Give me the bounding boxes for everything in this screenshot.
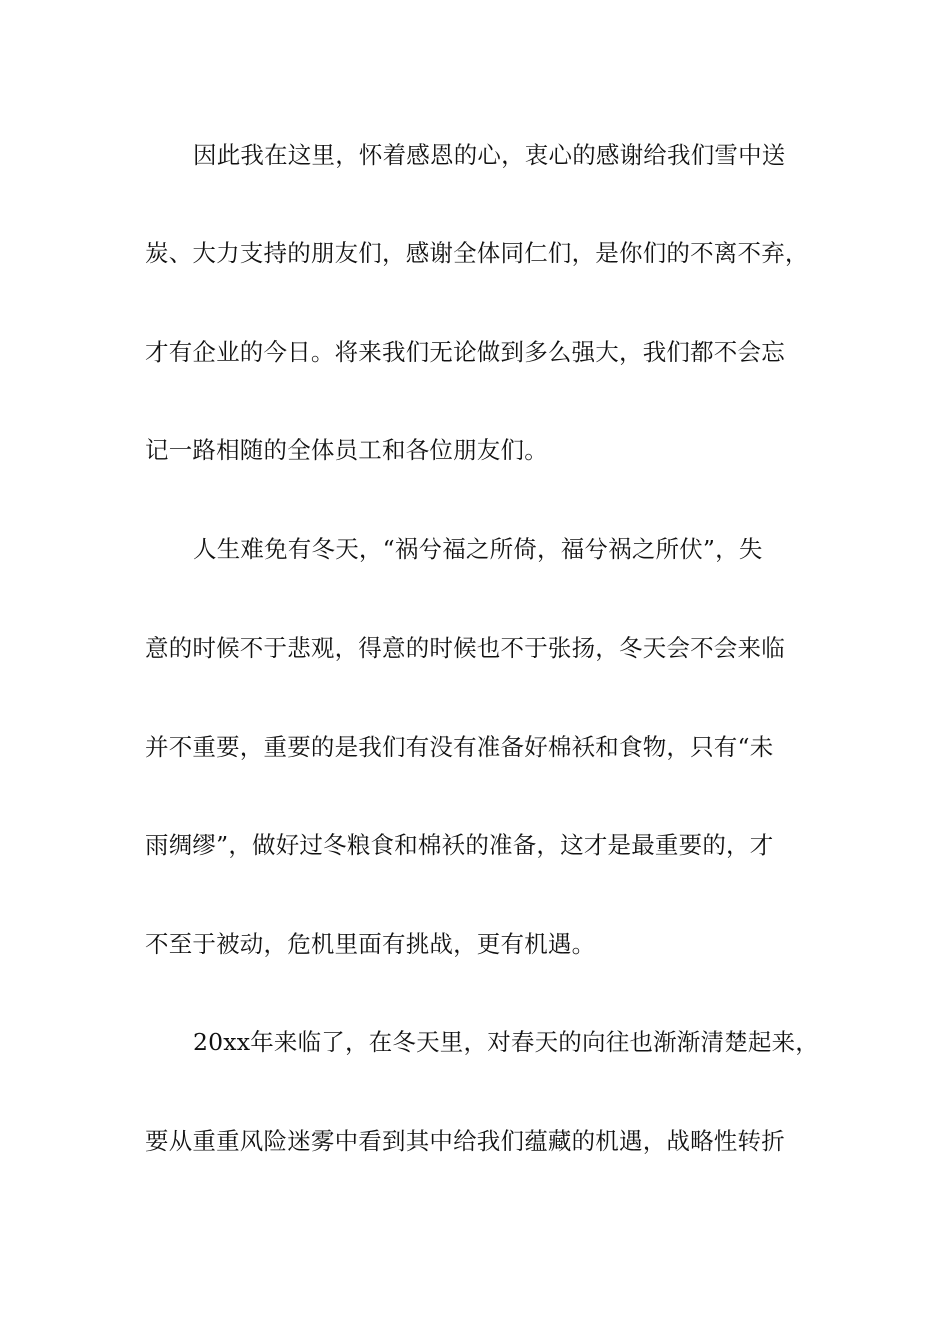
- paragraph-3-line-2: 要从重重风险迷雾中看到其中给我们蕴藏的机遇，战略性转折: [145, 1127, 785, 1155]
- paragraph-2-line-5: 不至于被动，危机里面有挑战，更有机遇。: [145, 930, 596, 958]
- paragraph-2-line-1: 人生难免有冬天，“祸兮福之所倚，福兮祸之所伏”，失: [193, 535, 763, 563]
- paragraph-1-line-3: 才有企业的今日。将来我们无论做到多么强大，我们都不会忘: [145, 338, 785, 366]
- paragraph-2-line-2: 意的时候不于悲观，得意的时候也不于张扬，冬天会不会来临: [145, 634, 785, 662]
- paragraph-1-line-2: 炭、大力支持的朋友们，感谢全体同仁们，是你们的不离不弃，: [145, 239, 809, 267]
- paragraph-2-line-4: 雨绸缪”，做好过冬粮食和棉袄的准备，这才是最重要的，才: [145, 831, 774, 859]
- paragraph-2-line-3: 并不重要，重要的是我们有没有准备好棉袄和食物，只有“未: [145, 733, 774, 761]
- paragraph-3-line-1: 20xx年来临了，在冬天里，对春天的向往也渐渐清楚起来，: [193, 1028, 820, 1056]
- paragraph-1-line-4: 记一路相随的全体员工和各位朋友们。: [145, 436, 548, 464]
- paragraph-1-line-1: 因此我在这里，怀着感恩的心，衷心的感谢给我们雪中送: [193, 141, 786, 169]
